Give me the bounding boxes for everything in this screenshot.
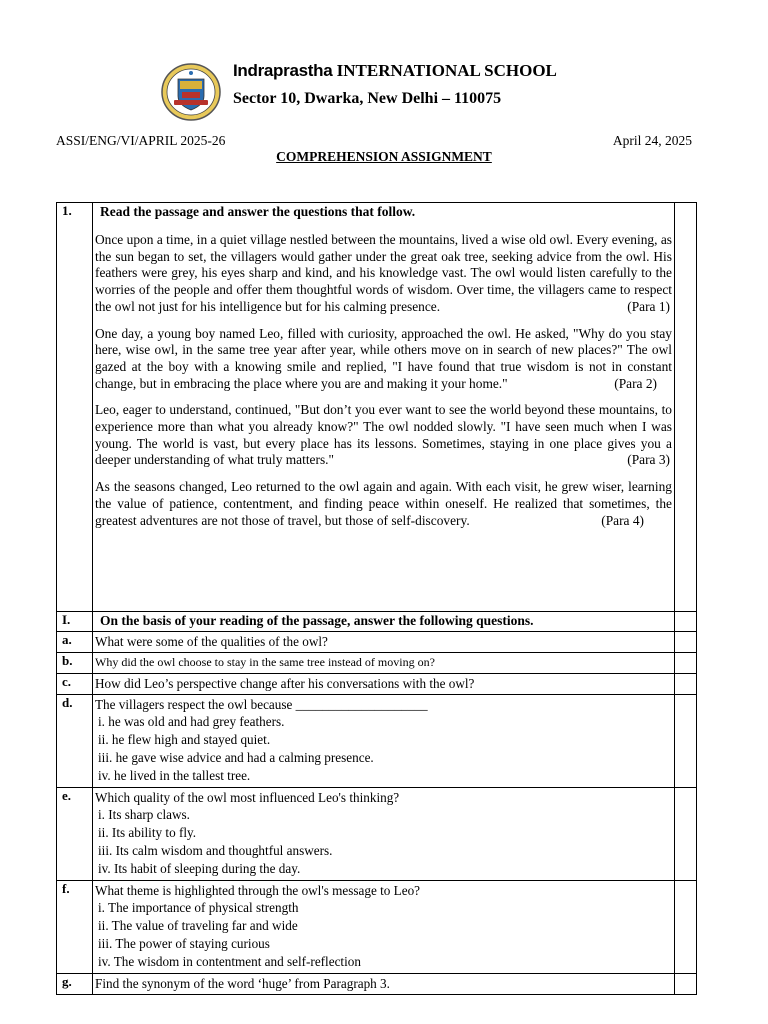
question-label: b. [57, 653, 93, 674]
answer-option: iv. he lived in the tallest tree. [98, 768, 251, 783]
school-name [233, 61, 557, 81]
school-emblem-icon [160, 62, 222, 122]
question-text: Why did the owl choose to stay in the same tree instead of moving on? [93, 653, 675, 674]
answer-option: i. The importance of physical strength [98, 900, 299, 915]
question-row [57, 881, 697, 974]
answer-option: iv. The wisdom in contentment and self-reflection [98, 954, 361, 969]
answer-option: ii. he flew high and stayed quiet. [98, 732, 271, 747]
school-header [160, 62, 620, 122]
passage-para-4: As the seasons changed, Leo returned to the owl again and again. With each visit, he grew wiser, learning the value of patience, contentment, and finding peace within oneself. He realized that sometimes, the greatest adventures are not those of travel, but those of self-discovery. (Para 4) [95, 479, 672, 528]
passage-cell [93, 203, 675, 612]
question-label: e. [57, 788, 93, 881]
answer-option: iv. Its habit of sleeping during the day. [98, 861, 301, 876]
question-text: Find the synonym of the word ‘huge’ from Paragraph 3. [93, 974, 675, 995]
question-1-row [57, 203, 697, 612]
answer-option: iii. Its calm wisdom and thoughtful answers. [98, 843, 333, 858]
question-label: d. [57, 695, 93, 788]
para-tag: (Para 2) [614, 375, 657, 391]
school-name-rest: INTERNATIONAL SCHOOL [332, 61, 557, 80]
passage [95, 232, 672, 529]
question-text: What theme is highlighted through the owl's message to Leo? [95, 883, 421, 898]
question-row [57, 695, 697, 788]
answer-option: i. Its sharp claws. [98, 807, 190, 822]
question-row [57, 653, 697, 674]
marks-cell [675, 695, 697, 788]
school-address: Sector 10, Dwarka, New Delhi – 110075 [233, 90, 502, 107]
passage-para-1: Once upon a time, in a quiet village nestled between the mountains, lived a wise old owl. Every evening, as the sun began to set, the villagers would gather under the great oak tree, seeking advice from the owl. His feathers were grey, his eyes sharp and kind, and his knowledge vast. The owl would listen carefully to the worries of the people and offer them thoughtful words of wisdom. Over time, the villagers came to respect the owl not just for his intelligence but for his calming presence. (Para 1) [95, 232, 672, 314]
answer-option: iii. The power of staying curious [98, 936, 270, 951]
question-label: g. [57, 974, 93, 995]
school-brand: Indraprastha [233, 61, 333, 80]
marks-cell [675, 632, 697, 653]
question-text: The villagers respect the owl because ____________________ [95, 697, 428, 712]
page-title: COMPREHENSION ASSIGNMENT [276, 149, 492, 164]
answer-option: iii. he gave wise advice and had a calming presence. [98, 750, 374, 765]
marks-cell [675, 974, 697, 995]
marks-cell [675, 612, 697, 632]
question-1-instruction: Read the passage and answer the questions that follow. [100, 204, 416, 219]
question-text: How did Leo’s perspective change after his conversations with the owl? [93, 674, 675, 695]
marks-cell [675, 653, 697, 674]
question-table [56, 202, 697, 995]
answer-option: i. he was old and had grey feathers. [98, 714, 285, 729]
question-label: a. [57, 632, 93, 653]
section-i-instruction: On the basis of your reading of the passage, answer the following questions. [100, 613, 534, 628]
assignment-date: April 24, 2025 [612, 133, 692, 148]
para-tag: (Para 3) [627, 452, 670, 468]
marks-cell [675, 881, 697, 974]
para-tag: (Para 1) [627, 298, 670, 314]
question-text: What were some of the qualities of the owl? [93, 632, 675, 653]
question-label: c. [57, 674, 93, 695]
passage-para-2: One day, a young boy named Leo, filled with curiosity, approached the owl. He asked, "Why do you stay here, wise owl, in the same tree year after year, while others move on in search of new places?" The owl gazed at the boy with a knowing smile and replied, "I have found that true wisdom is not in constant change, but in embracing the place where you are and making it your home." (Para 2) [95, 325, 672, 391]
question-number: I. [57, 612, 93, 632]
question-number: 1. [57, 203, 93, 612]
question-row [57, 632, 697, 653]
marks-cell [675, 674, 697, 695]
question-label: f. [57, 881, 93, 974]
question-row [57, 788, 697, 881]
marks-cell [675, 203, 697, 612]
question-text: Which quality of the owl most influenced Leo's thinking? [95, 790, 400, 805]
answer-option: ii. Its ability to fly. [98, 825, 197, 840]
question-row [57, 974, 697, 995]
question-row [57, 674, 697, 695]
section-i-row [57, 612, 697, 632]
marks-cell [675, 788, 697, 881]
passage-para-3: Leo, eager to understand, continued, "But don’t you ever want to see the world beyond these mountains, to experience more than what you already know?" The owl nodded slowly. "I have seen much when I was young. The world is vast, but every place has its lessons. Sometimes, staying in one place gives you a deeper understanding of what truly matters." (Para 3) [95, 402, 672, 468]
answer-option: ii. The value of traveling far and wide [98, 918, 298, 933]
para-tag: (Para 4) [601, 512, 644, 528]
assignment-reference: ASSI/ENG/VI/APRIL 2025-26 [56, 133, 226, 148]
